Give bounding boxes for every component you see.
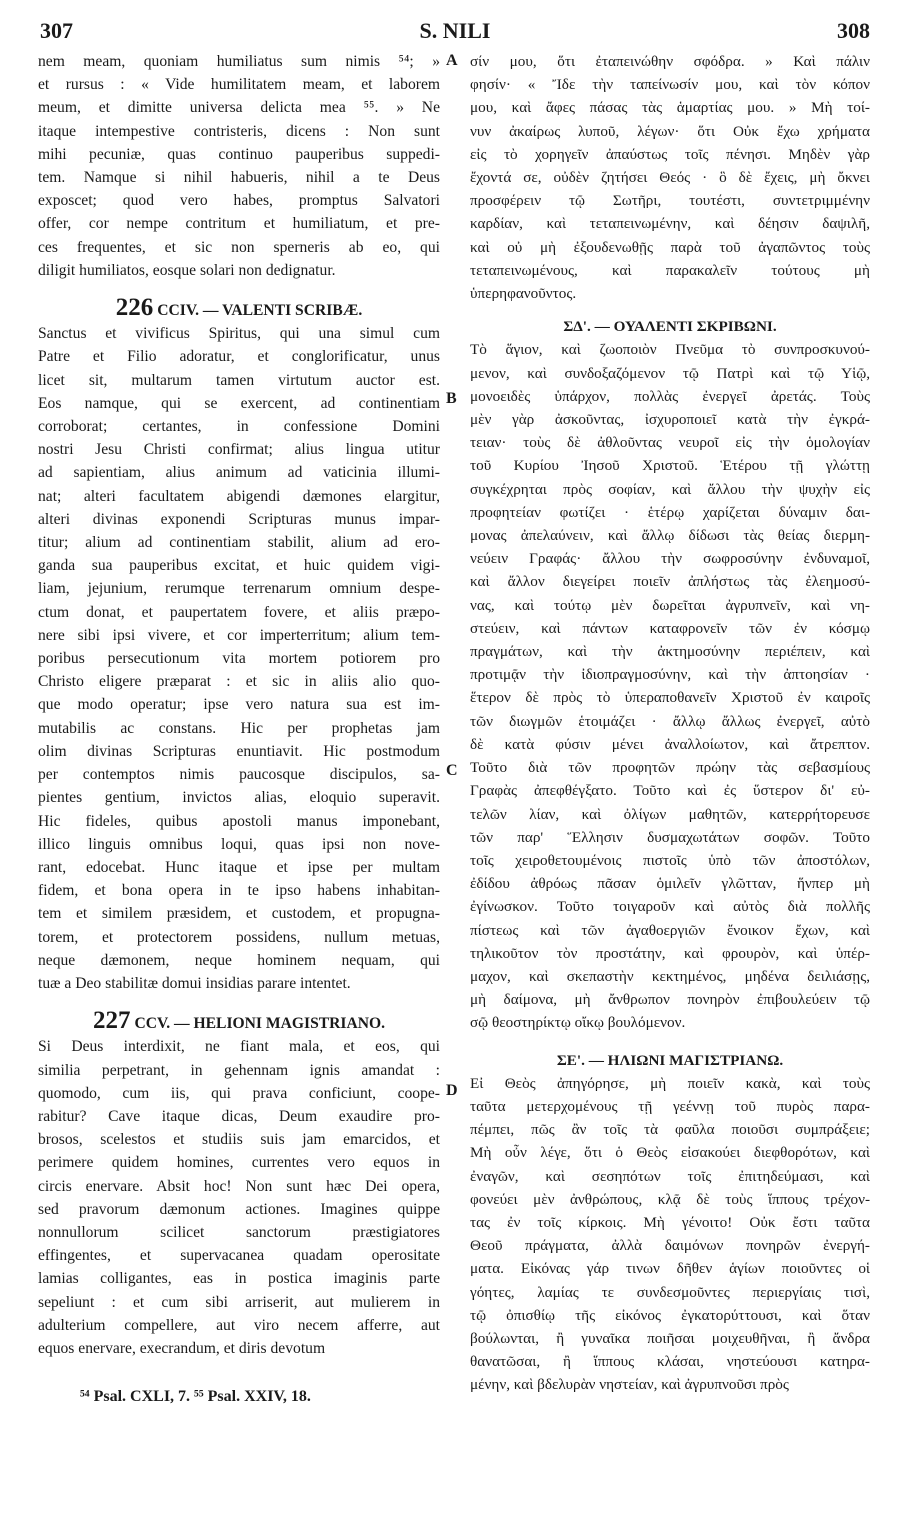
text-line: μου, καὶ ἄφες πάσας τὰς ἁμαρτίας μου. » Μὴ τοί- [470,99,870,117]
text-line: Hic fideles, quibus apostoli manus imponebant, [38,812,440,830]
latin-column [38,50,440,1360]
text-line: nere sibi ipsi vivere, et cor imperterritum; alium tem- [38,626,440,644]
text-line: adulterium compellere, aut viro necem afferre, aut [38,1316,440,1334]
text-line: βούλωνται, ἢ γυναῖκα ποιῆσαι μοιχευθῆναι, ἢ ἄνδρα [470,1329,870,1347]
greek-letter-204-text [470,338,870,1034]
text-line: τῶν παρ' Ἕλλησιν δυσμαχωτάτων σοφῶν. Τοῦτο [470,828,870,846]
text-line: illico linguis omnibus loqui, quas ipsi non nove- [38,835,440,853]
text-line: pientes gentium, invictos alias, eloquio superavit. [38,789,440,807]
text-line: mutabilis ac constans. Hic per prophetas jam [38,719,440,737]
text-line: καὶ ἄλλον διεγείρει ποιεῖν ἀπλήστως τὰς ἐλεημοσύ- [470,573,870,591]
text-line: Si Deus interdixit, ne fiant mala, et eos, qui [38,1038,440,1056]
text-line: μὲν γὰρ ἀσκοῦντας, ἰσχυροποιεῖ κατὰ τὴν ἐγκρά- [470,411,870,429]
text-line: τοῦ Κυρίου Ἰησοῦ Χριστοῦ. Ἑτέρου τῇ γλώττῃ [470,457,870,475]
text-line: alteri divinas exponendi Scripturas munus impar- [38,510,440,528]
text-line: νας, καὶ τούτῳ μὲν δωρεῖται ἀγρυπνεῖν, καὶ νη- [470,596,870,614]
text-line: πίστεως καὶ τῶν ἀγαθοεργιῶν ἔνοικον ἔχων, καὶ [470,921,870,939]
greek-letter-205-text [470,1072,870,1397]
text-line: nat; alteri facultatem abigendi dæmones elargitur, [38,487,440,505]
text-line: Sanctus et vivificus Spiritus, qui una simul cum [38,325,440,343]
margin-letter-d: D [446,1082,458,1099]
text-line: ganda sua pauperibus excitat, et huic quidem vigi- [38,557,440,575]
text-line: πραγμάτων, καὶ τὴν ἀκτημοσύνην περιέπειν, καὶ [470,643,870,661]
text-line: τηλικοῦτον τὸν προστάτην, καὶ φρουρὸν, καὶ ὑπέρ- [470,944,870,962]
text-line: ἔχοντά σε, οὐδὲν ζητήσει Θεός · ὃ δὲ ἔχεις, μὴ ὄκνει [470,169,870,187]
text-line: Christo eligere præparat : et sic in aliis alio quo- [38,673,440,691]
greek-column [470,50,870,1397]
text-line: nem meam, quoniam humiliatus sum nimis ⁵⁴; » [38,53,440,70]
text-line: Μὴ οὖν λέγε, ὅτι ὁ Θεὸς εἰσακούει διεφθορότων, καὶ [470,1144,870,1162]
text-line: σίν μου, ὅτι ἐταπεινώθην σφόδρα. » Καὶ πάλιν [470,53,870,70]
text-line: ματα. Εἰκόνας γάρ τινων δῆθεν ἁγίων ποιοῦντες οἱ [470,1260,870,1278]
text-line: συγκέχρηται πρὸς σοφίαν, καὶ ἄλλου τὴν ψυχὴν εἰς [470,480,870,498]
text-line: δὲ κατὰ φύσιν μένει ἀναλλοίωτον, καὶ ἄτρεπτον. [470,735,870,753]
page-header [40,18,870,48]
margin-letter-b: B [446,390,457,407]
text-line: προσφέρειν τῷ Σωτῆρι, τουτέστι, συντετριμμένην [470,192,870,210]
latin-heading-title-227: CCV. — HELIONI MAGISTRIANO. [134,1015,386,1033]
text-line: que modo operatur; ipse vero natura sua est im- [38,696,440,714]
text-line: meum, et dimitte universa delicta mea ⁵⁵. » Ne [38,99,440,117]
text-line: rabitur? Cave itaque dicas, Deum exaudire pro- [38,1107,440,1125]
text-line: μονας ἀπελαύνειν, καὶ ἄλλῳ δίδωσι τὰς θείας διερμη- [470,527,870,545]
text-line: Patre et Filio adoratur, et conglorificatur, unus [38,348,440,366]
text-line: corroborat; certantes, in confessione Domini [38,418,440,436]
text-line: τας ἐν τοῖς κίρκοις. Μὴ γένοιτο! Οὐκ ἔστι ταῦτα [470,1213,870,1231]
latin-letter-226-text [38,322,440,995]
text-line: per contemptos nimis paucosque discipulos, sa- [38,766,440,784]
text-line: lamias colligantes, eas in postica imaginis parte [38,1270,440,1288]
greek-heading-204: ΣΔ'. — ΟΥΑΛΕΝΤΙ ΣΚΡΙΒΩΝΙ. [563,318,777,336]
text-line: Εἰ Θεὸς ἀπηγόρησε, μὴ ποιεῖν κακὰ, καὶ τοὺς [470,1074,870,1092]
latin-top-text [38,50,440,282]
text-line: καὶ οὐ μὴ ἐξουδενωθῇς παρὰ τοῦ ἀγαπῶντος τοὺς [470,238,870,256]
text-line: μενον, καὶ συνδοξαζόμενον τῷ Πατρὶ καὶ τῷ Υἱῷ, [470,364,870,382]
text-line: ἐναγῶν, καὶ σεσηπότων τοῖς ἐπιτηδεύμασι, καὶ [470,1167,870,1185]
margin-letter-c: C [446,762,458,779]
text-line: et rursus : « Vide humilitatem meam, et laborem [38,76,440,94]
text-line: φονεύει μὲν ἀνθρώπους, κλᾷ δὲ τοὺς ἵππους τρέχον- [470,1190,870,1208]
text-line: exposcet; quod vero habes, promptus Salvatori [38,192,440,210]
latin-heading-226 [38,296,440,322]
text-line: σῷ θεοστηρίκτῳ οἴκῳ βουλόμενον. [470,1014,686,1032]
text-line: γόητες, λαμίας τε συνδεσμοῦντες περιεργίαις τισὶ, [470,1283,870,1301]
footnotes: ⁵⁴ Psal. CXLI, 7. ⁵⁵ Psal. XXIV, 18. [80,1388,311,1405]
text-line: νεύειν Γραφάς· ἄλλου τὴν σωφροσύνην ἐνδυναμοῖ, [470,550,870,568]
text-line: diligit humiliatos, eosque solari non dedignatur. [38,261,336,279]
text-line: brosos, scelestos et studiis suis jam emarcidos, et [38,1131,440,1149]
text-line: τοῖς χειροθετουμένοις πιστοῖς ὑπὸ τῶν ἀποστόλων, [470,851,870,869]
text-line: τελῶν λίαν, καὶ ὀλίγων μαθητῶν, κατερρήτορευσε [470,805,870,823]
text-line: πέμπει, πῶς ἂν τοῖς τὰ φαῦλα ποιοῦσι συμπράξειε; [470,1121,870,1139]
text-line: tem. Namque si nihil habueris, nihil a te Deus [38,169,440,187]
text-line: τῷ ὀπισθίῳ τῆς εἰκόνος ἐγκατορύττουσι, καὶ ὅταν [470,1306,870,1324]
text-line: quomodo, cum iis, qui prava conficiunt, coope- [38,1084,440,1102]
text-line: Θεοῦ πράγματα, ἀλλὰ δαιμόνων πονηρῶν ἐνεργή- [470,1237,870,1255]
text-line: μὴ δαίμονα, μὴ ἄνθρωπον πονηρὸν ἐπιβουλεύειν τῷ [470,991,870,1009]
text-line: τειαν· τοὺς δὲ ἀθλοῦντας νευροῖ εἰς τὴν ὁμολογίαν [470,434,870,452]
greek-heading-205: ΣΕ'. — ΗΛΙΩΝΙ ΜΑΓΙΣΤΡΙΑΝΩ. [556,1051,784,1069]
text-line: licet sit, multarum tamen virtutum auctor est. [38,371,440,389]
text-line: effingentes, et supervacanea quadam operositate [38,1247,440,1265]
latin-heading-227 [38,1009,440,1035]
text-line: torem, et protectorem possidens, nullum metuas, [38,928,440,946]
left-page-number: 307 [40,18,73,43]
text-line: Γραφὰς ἀπεφθέγξατο. Τοῦτο καὶ ἐς ὕστερον δι' εὐ- [470,782,870,800]
text-line: rant, edocebat. Hunc itaque et ipse per multam [38,858,440,876]
text-line: neque dæmonem, neque hominem nequam, qui [38,951,440,969]
text-line: ἕτερον δὲ πρὸς τὸ ὑπεραποθανεῖν Χριστοῦ ἐν καιροῖς [470,689,870,707]
text-line: olim divinas Scripturas enuntiavit. Hic postmodum [38,742,440,760]
text-line: μαχον, καὶ σκεπαστὴν κεκτημένος, μηδένα δειλιάσῃς, [470,967,870,985]
text-line: tuæ a Deo stabilitæ domui insidias parare intentet. [38,974,351,992]
text-line: nostri Jesu Christi confirmat; alius lingua utitur [38,441,440,459]
greek-top-text [470,50,870,305]
text-line: ad sapientiam, alius animum ad vaticinia illumi- [38,464,440,482]
text-line: itaque intempestive contristeris, dicens : Non sunt [38,122,440,140]
text-line: νυν ἀκαίρως λυποῦ, λέγων· ὅτι Οὐκ ἔχω χρήματα [470,122,870,140]
letter-number-226: 226 [115,294,154,322]
running-title: S. NILI [419,18,491,43]
text-line: τεταπεινωμένους, καὶ παρακαλεῖν τούτους μὴ [470,261,870,279]
letter-number-227: 227 [92,1007,131,1035]
text-line: equos enervare, execrandum, et diris devotum [38,1339,326,1357]
text-line: poribus persecutionum vita mortem potiorem pro [38,650,440,668]
margin-letter-a: A [446,52,458,69]
text-line: perimere quidem homines, currentes vero equos in [38,1154,440,1172]
text-line: τῶν διωγμῶν ἑτοιμάζει · ἄλλῳ ἄλλως ἐνεργεῖ, αὐτὸ [470,712,870,730]
text-line: ἐδίδου ἀθρόως πᾶσαν ὁμιλεῖν γλῶτταν, ἥνπερ μὴ [470,875,870,893]
text-line: fidem, et bona opera in te ipso habens inhabitan- [38,882,440,900]
text-line: Τὸ ἅγιον, καὶ ζωοποιὸν Πνεῦμα τὸ συνπροσκυνού- [470,341,870,359]
text-line: liam, jejunium, rerumque terrenarum omnium despe- [38,580,440,598]
text-line: ὑπερηφανοῦντος. [470,285,577,303]
text-line: circis enervare. Absit hoc! Non sunt hæc Dei opera, [38,1177,440,1195]
text-line: θανατῶσαι, ἢ ἵππους κλάσαι, νηστεύουσι κατηρα- [470,1353,870,1371]
text-line: ἐγίνωσκον. Τοῦτο τοιγαροῦν καὶ αὐτὸς διὰ πολλῆς [470,898,870,916]
text-line: sed pravorum dæmonum actiones. Imagines quippe [38,1200,440,1218]
text-line: προφητείαν φωτίζει · ἑτέρῳ χαρίζεται δύναμιν δαι- [470,503,870,521]
text-line: titur; alium ad continentiam stabilit, alium ad ero- [38,534,440,552]
right-page-number: 308 [837,18,870,43]
text-line: offer, cor nempe contritum et humiliatum, et pre- [38,215,440,233]
text-line: sepeliunt : et cum sibi arriserit, aut mulierem in [38,1293,440,1311]
text-line: nonnullorum scilicet sanctorum præstigiatores [38,1223,440,1241]
text-line: μένην, καὶ βδελυρὰν νηστείαν, καὶ ἀγρυπνοῦσι πρὸς [470,1376,789,1394]
text-line: mihi pecuniæ, quas continuo pauperibus suppedi- [38,145,440,163]
text-line: Eos namque, qui se exercent, ad continentiam [38,394,440,412]
text-line: στεύειν, καὶ πάντων καταφρονεῖν τῶν ἐν κόσμῳ [470,619,870,637]
text-line: ces frequentes, et sic non sperneris ab eo, qui [38,238,440,256]
text-line: εἰς τὸ χορηγεῖν ἀπαύστως τοῖς πένησι. Μηδὲν γὰρ [470,145,870,163]
text-line: Τοῦτο διὰ τῶν προφητῶν πρώην τὰς σεβασμίους [470,759,870,777]
text-line: μονοειδὲς ὑπάρχον, πολλὰς ἐνεργεῖ ἀρετάς. Τοὺς [470,387,870,405]
text-line: similia perpetrant, in gehennam ignis amandat : [38,1061,440,1079]
text-line: ταῦτα μετερχομένους τῇ γεέννῃ τοῦ πυρὸς παρα- [470,1097,870,1115]
text-line: tem et similem præsidem, et custodem, et propugna- [38,905,440,923]
text-line: καρδίαν, καὶ τεταπεινωμένην, καὶ δέησιν δαψιλῆ, [470,215,870,233]
text-line: ctum donat, et paupertatem fovere, et aliis præpo- [38,603,440,621]
latin-letter-227-text [38,1035,440,1360]
latin-heading-title-226: CCIV. — VALENTI SCRIBÆ. [157,302,363,320]
text-line: προτιμᾷν τὴν ἰδιοπραγμοσύνην, καὶ τὴν ἀπτοησίαν · [470,666,870,684]
text-line: φησίν· « Ἴδε τὴν ταπείνωσίν μου, καὶ τὸν κόπον [470,76,870,94]
